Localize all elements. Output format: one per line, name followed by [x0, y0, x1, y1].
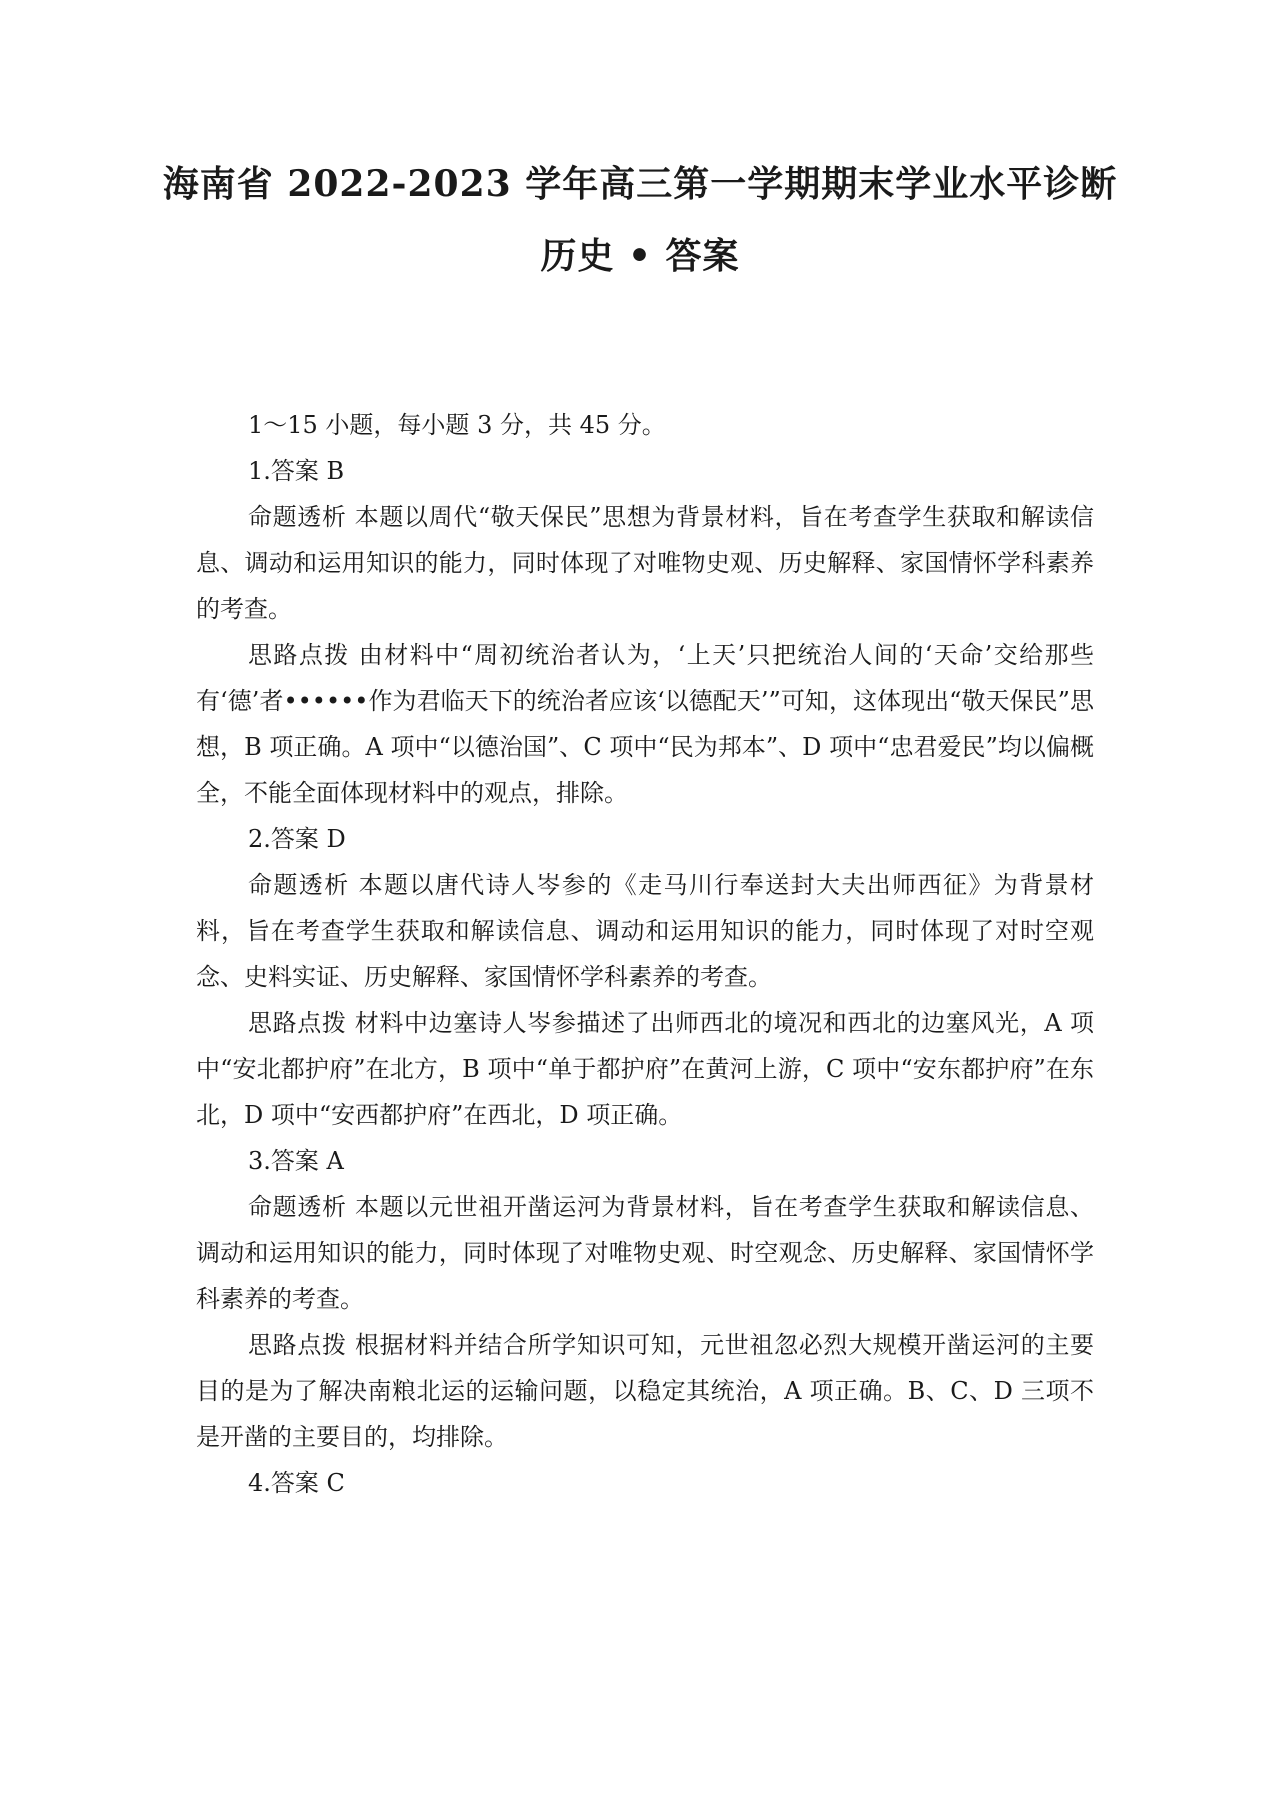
hint-paragraph	[196, 1000, 1094, 1138]
analysis-label: 命题透析	[248, 1193, 347, 1221]
analysis-text: 本题以元世祖开凿运河为背景材料，旨在考查学生获取和解读信息、调动和运用知识的能力，同时体现了对唯物史观、时空观念、历史解释、家国情怀学科素养的考查。	[196, 1193, 1095, 1313]
hint-text: 根据材料并结合所学知识可知，元世祖忽必烈大规模开凿运河的主要目的是为了解决南粮北运的运输问题，以稳定其统治，A 项正确。B、C、D 三项不是开凿的主要目的，均排除。	[196, 1331, 1095, 1451]
answer-line: 2.答案 D	[248, 825, 346, 853]
document-title: 海南省 2022-2023 学年高三第一学期期末学业水平诊断	[162, 163, 1118, 205]
hint-text: 材料中边塞诗人岑参描述了出师西北的境况和西北的边塞风光，A 项中“安北都护府”在北方，B 项中“单于都护府”在黄河上游，C 项中“安东都护府”在东北，D 项中“安西都护府”在西北，D 项正确。	[196, 1009, 1095, 1129]
hint-text: 由材料中“周初统治者认为，‘上天’只把统治人间的‘天命’交给那些有‘德’者••••••作为君临天下的统治者应该‘以德配天’”可知，这体现出“敬天保民”思想，B 项正确。A 项中“以德治国”、C 项中“民为邦本”、D 项中“忠君爱民”均以偏概全，不能全面体现材料中的观点，排除。	[196, 641, 1094, 807]
answer-line: 1.答案 B	[248, 457, 345, 485]
answer-content	[196, 402, 1094, 1506]
hint-label: 思路点拨	[248, 1009, 347, 1037]
analysis-paragraph	[196, 494, 1094, 632]
intro-text: 1～15 小题，每小题 3 分，共 45 分。	[248, 411, 666, 439]
hint-paragraph	[196, 1322, 1094, 1460]
document-subtitle: 历史 • 答案	[540, 235, 740, 277]
answer-line: 4.答案 C	[248, 1469, 345, 1497]
analysis-paragraph	[196, 1184, 1094, 1322]
hint-label: 思路点拨	[248, 1331, 347, 1359]
hint-paragraph	[196, 632, 1094, 816]
analysis-paragraph	[196, 862, 1094, 1000]
hint-label: 思路点拨	[248, 641, 350, 669]
analysis-label: 命题透析	[248, 871, 350, 899]
answer-line: 3.答案 A	[248, 1147, 344, 1175]
analysis-text: 本题以周代“敬天保民”思想为背景材料，旨在考查学生获取和解读信息、调动和运用知识的能力，同时体现了对唯物史观、历史解释、家国情怀学科素养的考查。	[196, 503, 1094, 623]
analysis-label: 命题透析	[248, 503, 347, 531]
analysis-text: 本题以唐代诗人岑参的《走马川行奉送封大夫出师西征》为背景材料，旨在考查学生获取和解读信息、调动和运用知识的能力，同时体现了对时空观念、史料实证、历史解释、家国情怀学科素养的考查。	[196, 871, 1095, 991]
